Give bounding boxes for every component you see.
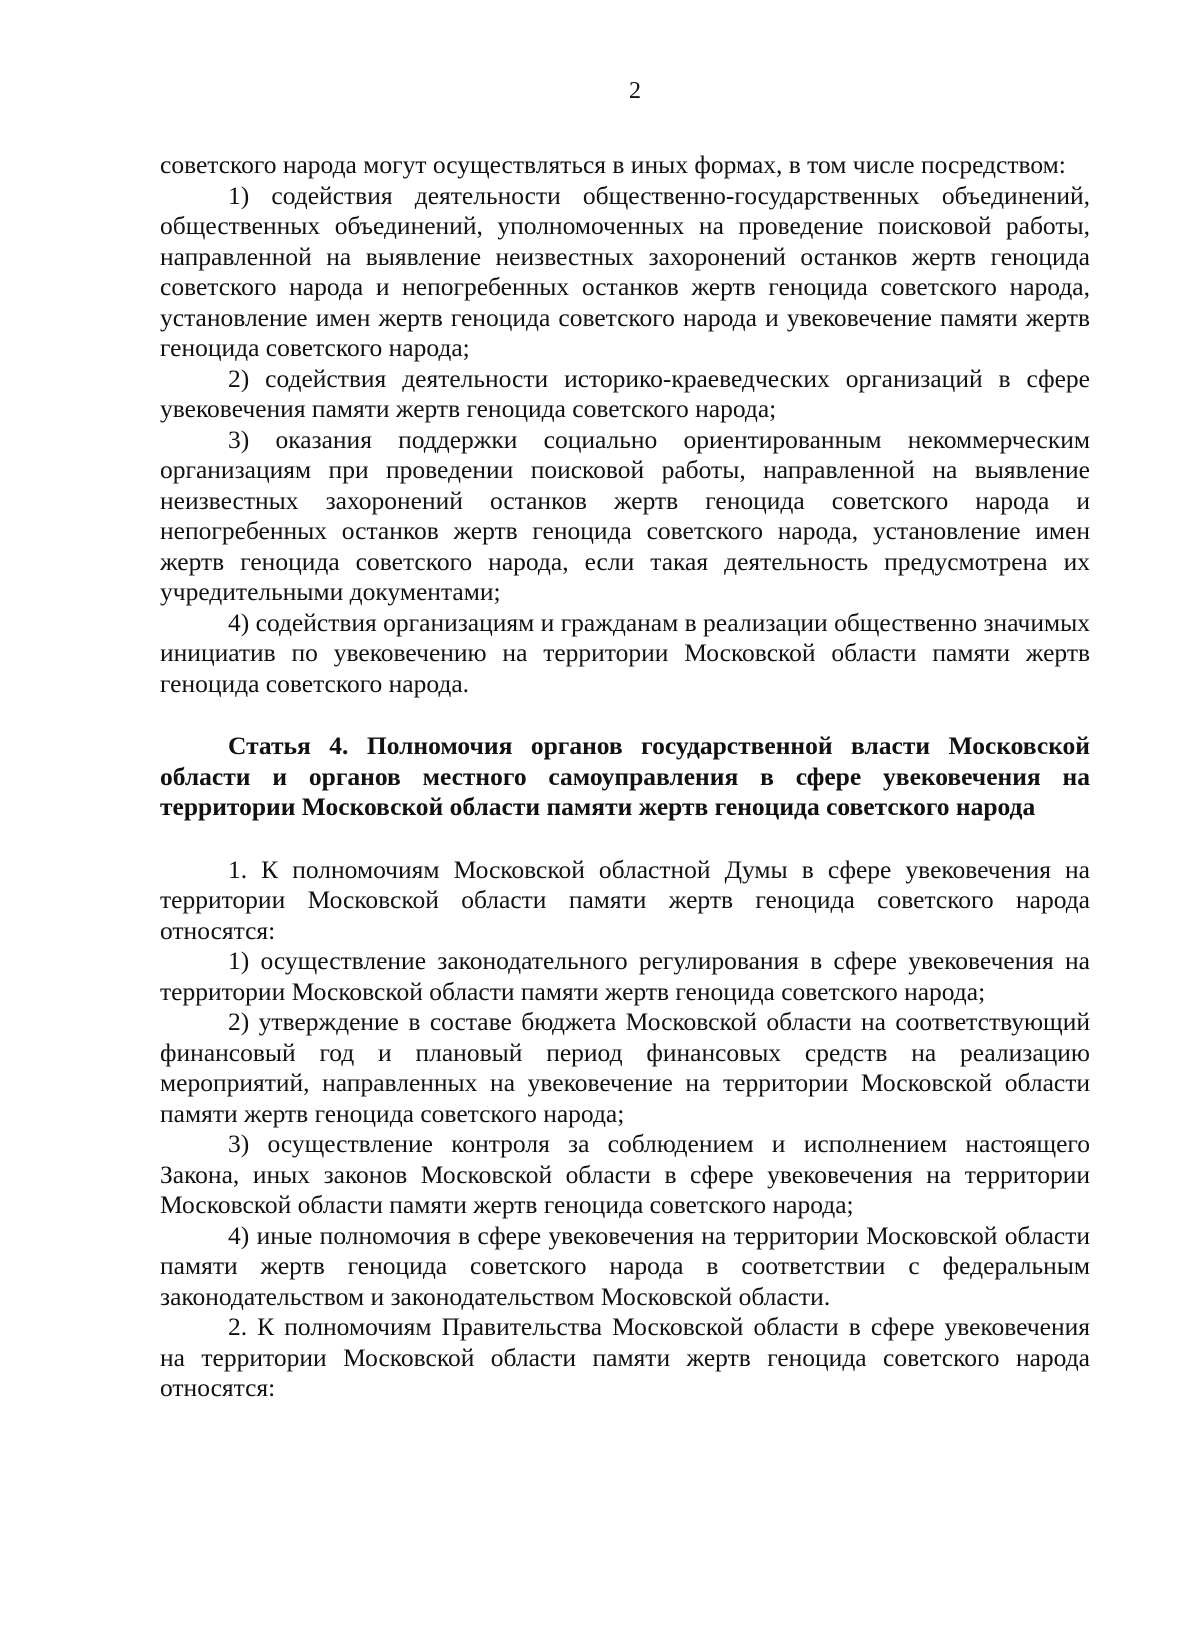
page-number: 2: [629, 78, 641, 104]
list-item: 2) содействия деятельности историко-краеведческих организаций в сфере увековечения памяти жертв геноцида советского народа;: [160, 363, 1090, 423]
section-1-intro: 1. К полномочиям Московской областной Думы в сфере увековечения на территории Московской области памяти жертв геноцида советского народа относятся:: [160, 854, 1090, 945]
intro-paragraph: советского народа могут осуществляться в иных формах, в том числе посредством:: [160, 150, 1066, 179]
list-item: 4) содействия организациям и гражданам в реализации общественно значимых инициатив по увековечению на территории Московской области памяти жертв геноцида советского народа.: [160, 607, 1090, 698]
list-item: 1) осуществление законодательного регулирования в сфере увековечения на территории Московской области памяти жертв геноцида советского народа;: [160, 946, 1090, 1006]
list-item: 3) осуществление контроля за соблюдением и исполнением настоящего Закона, иных законов Московской области в сфере увековечения на территории Московской области памяти жертв геноцида советского народа;: [160, 1129, 1090, 1219]
section-2-intro: 2. К полномочиям Правительства Московской области в сфере увековечения на территории Московской области памяти жертв геноцида советского народа относятся:: [160, 1312, 1090, 1402]
list-item: 4) иные полномочия в сфере увековечения на территории Московской области памяти жертв геноцида советского народа в соответствии с федеральным законодательством и законодательством Московской области.: [160, 1220, 1090, 1311]
article-heading: Статья 4. Полномочия органов государственной власти Московской области и органов местного самоуправления в сфере увековечения на территории Московской области памяти жертв геноцида советского народа: [160, 731, 1090, 821]
document-body: [160, 150, 1090, 1404]
list-item: 1) содействия деятельности общественно-государственных объединений, общественных объединений, уполномоченных на проведение поисковой работы, направленной на выявление неизвестных захоронений останков жертв геноцида советского народа и непогребенных останков жертв геноцида советского народа, установление имен жертв геноцида советского народа и увековечение памяти жертв геноцида советского народа;: [160, 180, 1090, 362]
list-item: 3) оказания поддержки социально ориентированным некоммерческим организациям при проведении поисковой работы, направленной на выявление неизвестных захоронений останков жертв геноцида советского народа и непогребенных останков жертв геноцида советского народа, установление имен жертв геноцида советского народа, если такая деятельность предусмотрена их учредительными документами;: [160, 424, 1090, 606]
list-item: 2) утверждение в составе бюджета Московской области на соответствующий финансовый год и плановый период финансовых средств на реализацию мероприятий, направленных на увековечение на территории Московской области памяти жертв геноцида советского народа;: [160, 1007, 1090, 1128]
